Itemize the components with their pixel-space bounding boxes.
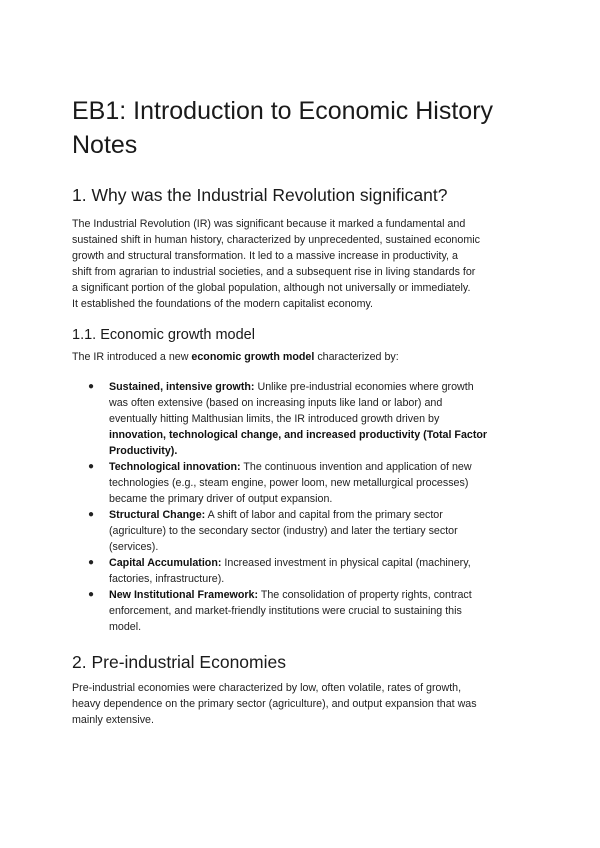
list-item-label: Technological innovation: [109,461,241,473]
list-item-bold-text: innovation, technological change, and increased productivity (Total Factor [109,429,488,441]
list-item [72,507,532,555]
subsection-1-1-intro [72,349,532,365]
list-item-text: was often extensive (based on increasing inputs like land or labor) and [109,397,443,409]
list-item-text: became the primary driver of output expansion. [109,493,333,505]
section-2-paragraph [72,680,532,728]
intro-bold-text: economic growth model [191,351,315,363]
intro-text: The IR introduced a new [72,351,192,363]
list-item-text: enforcement, and market-friendly institutions were crucial to sustaining this [109,605,462,617]
list-item-text: technologies (e.g., steam engine, power loom, new metallurgical processes) [109,477,469,489]
list-item-text: (agriculture) to the secondary sector (industry) and later the tertiary sector [109,525,458,537]
paragraph-line: shift from agrarian to industrial societies, and a subsequent rise in living standards for [72,266,476,278]
list-item-label: Sustained, intensive growth: [109,381,255,393]
list-item-label: Capital Accumulation: [109,557,222,569]
section-1-heading: 1. Why was the Industrial Revolution significant? [72,185,448,205]
list-item-text: Increased investment in physical capital (machinery, [221,557,471,569]
list-item-text: model. [109,621,142,633]
bullet-icon: ● [88,381,95,392]
intro-text-end: characterized by: [314,351,399,363]
list-item-text: A shift of labor and capital from the primary sector [205,509,443,521]
list-item [72,459,532,507]
list-item-label: New Institutional Framework: [109,589,259,601]
bullet-icon: ● [88,461,95,472]
list-item-text: The continuous invention and application of new [240,461,472,473]
paragraph-line: growth and structural transformation. It led to a massive increase in productivity, a [72,250,458,262]
list-item [72,587,532,635]
list-item [72,379,532,459]
paragraph-line: a significant portion of the global population, although not universally or immediately. [72,282,471,294]
paragraph-line: The Industrial Revolution (IR) was significant because it marked a fundamental and [72,218,466,230]
paragraph-line: mainly extensive. [72,714,154,726]
paragraph-line: sustained shift in human history, characterized by unprecedented, sustained economic [72,234,480,246]
bullet-icon: ● [88,509,95,520]
bullet-icon: ● [88,557,95,568]
list-item-text: The consolidation of property rights, contract [258,589,472,601]
list-item-label: Structural Change: [109,509,206,521]
paragraph-line: heavy dependence on the primary sector (agriculture), and output expansion that was [72,698,477,710]
document-title: EB1: Introduction to Economic History Notes [72,97,494,159]
subsection-1-1-heading: 1.1. Economic growth model [72,327,255,343]
list-item-bold-text: Productivity). [109,445,178,457]
list-item-text: (services). [109,541,159,553]
list-item-text: Unlike pre-industrial economies where growth [254,381,474,393]
bullet-icon: ● [88,589,95,600]
paragraph-line: It established the foundations of the modern capitalist economy. [72,298,374,310]
paragraph-line: Pre-industrial economies were characterized by low, often volatile, rates of growth, [72,682,462,694]
list-item-text: eventually hitting Malthusian limits, the IR introduced growth driven by [109,413,440,425]
section-2-heading: 2. Pre-industrial Economies [72,652,286,672]
list-item [72,555,532,587]
growth-model-list [72,379,532,635]
list-item-text: factories, infrastructure). [109,573,225,585]
section-1-paragraph [72,216,532,312]
